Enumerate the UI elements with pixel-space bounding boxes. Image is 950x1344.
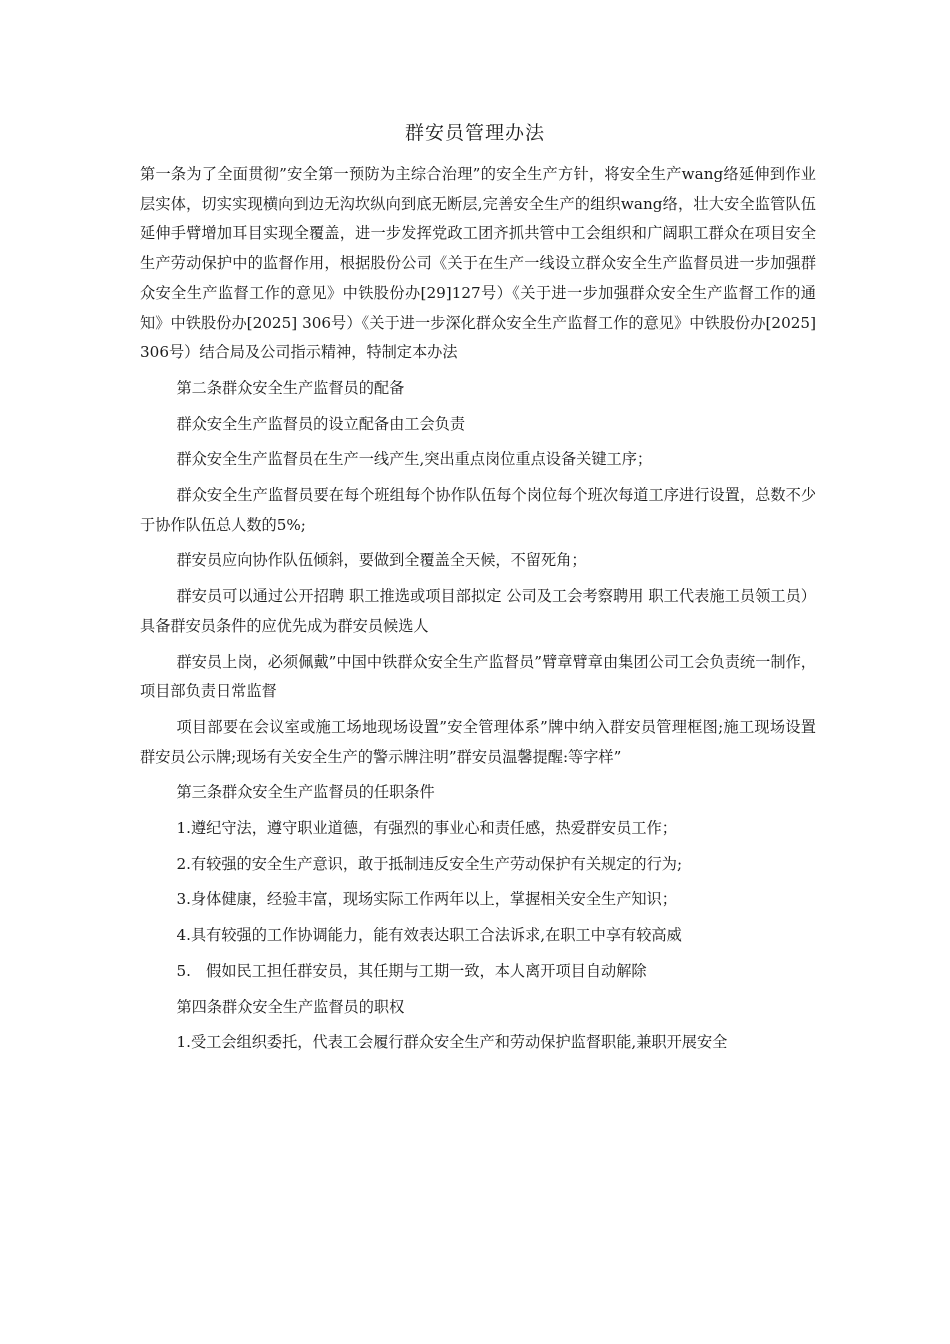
paragraph: 3.身体健康，经验丰富，现场实际工作两年以上，掌握相关安全生产知识； [176,890,677,909]
paragraph: 第一条为了全面贯彻”安全第一预防为主综合治理”的安全生产方针，将安全生产wang络延伸到作业层实体，切实实现横向到边无沟坎纵向到底无断层,完善安全生产的组织wang络，壮大安全监管队伍延伸手臂增加耳目实现全覆盖，进一步发挥党政工团齐抓共管中工会组织和广阔职工群众在项目安全生产劳动保护中的监督作用，根据股份公司《关于在生产一线设立群众安全生产监督员进一步加强群众安全生产监督工作的意见》中铁股份办[29]127号）《关于进一步加强群众安全生产监督工作的通知》中铁股份办[2025] 306号）《关于进一步深化群众安全生产监督工作的意见》中铁股份办[2025] 306号）结合局及公司指示精神，特制定本办法 [140,165,816,362]
paragraph: 群众安全生产监督员的设立配备由工会负责 [176,414,466,433]
paragraph: 4.具有较强的工作协调能力，能有效表达职工合法诉求,在职工中享有较高威 [176,926,682,945]
paragraph: 群安员可以通过公开招聘 职工推选或项目部拟定 公司及工会考察聘用 职工代表施工员领工员）具备群安员条件的应优先成为群安员候选人 [140,587,816,635]
document-body [140,160,816,1058]
document-title: 群安员管理办法 [404,122,545,144]
paragraph: 第四条群众安全生产监督员的职权 [176,997,405,1016]
paragraph: 第二条群众安全生产监督员的配备 [176,378,405,397]
paragraph: 第三条群众安全生产监督员的任职条件 [176,783,435,802]
paragraph: 1.受工会组织委托，代表工会履行群众安全生产和劳动保护监督职能,兼职开展安全 [176,1033,728,1052]
paragraph: 2.有较强的安全生产意识，敢于抵制违反安全生产劳动保护有关规定的行为; [176,854,683,873]
paragraph: 群安员应向协作队伍倾斜，要做到全覆盖全天候，不留死角； [176,551,587,570]
paragraph: 1.遵纪守法，遵守职业道德，有强烈的事业心和责任感，热爱群安员工作； [176,819,677,838]
paragraph: 项目部要在会议室或施工场地现场设置”安全管理体系”牌中纳入群安员管理框图;施工现场设置群安员公示牌;现场有关安全生产的警示牌注明”群安员温馨提醒:等字样” [140,717,816,766]
paragraph: 群众安全生产监督员要在每个班组每个协作队伍每个岗位每个班次每道工序进行设置，总数不少于协作队伍总人数的5%; [140,486,816,534]
paragraph: 5. 假如民工担任群安员，其任期与工期一致，本人离开项目自动解除 [176,961,647,980]
paragraph: 群众安全生产监督员在生产一线产生,突出重点岗位重点设备关键工序； [176,450,653,469]
paragraph: 群安员上岗，必须佩戴”中国中铁群众安全生产监督员”臂章臂章由集团公司工会负责统一制作，项目部负责日常监督 [140,652,816,701]
